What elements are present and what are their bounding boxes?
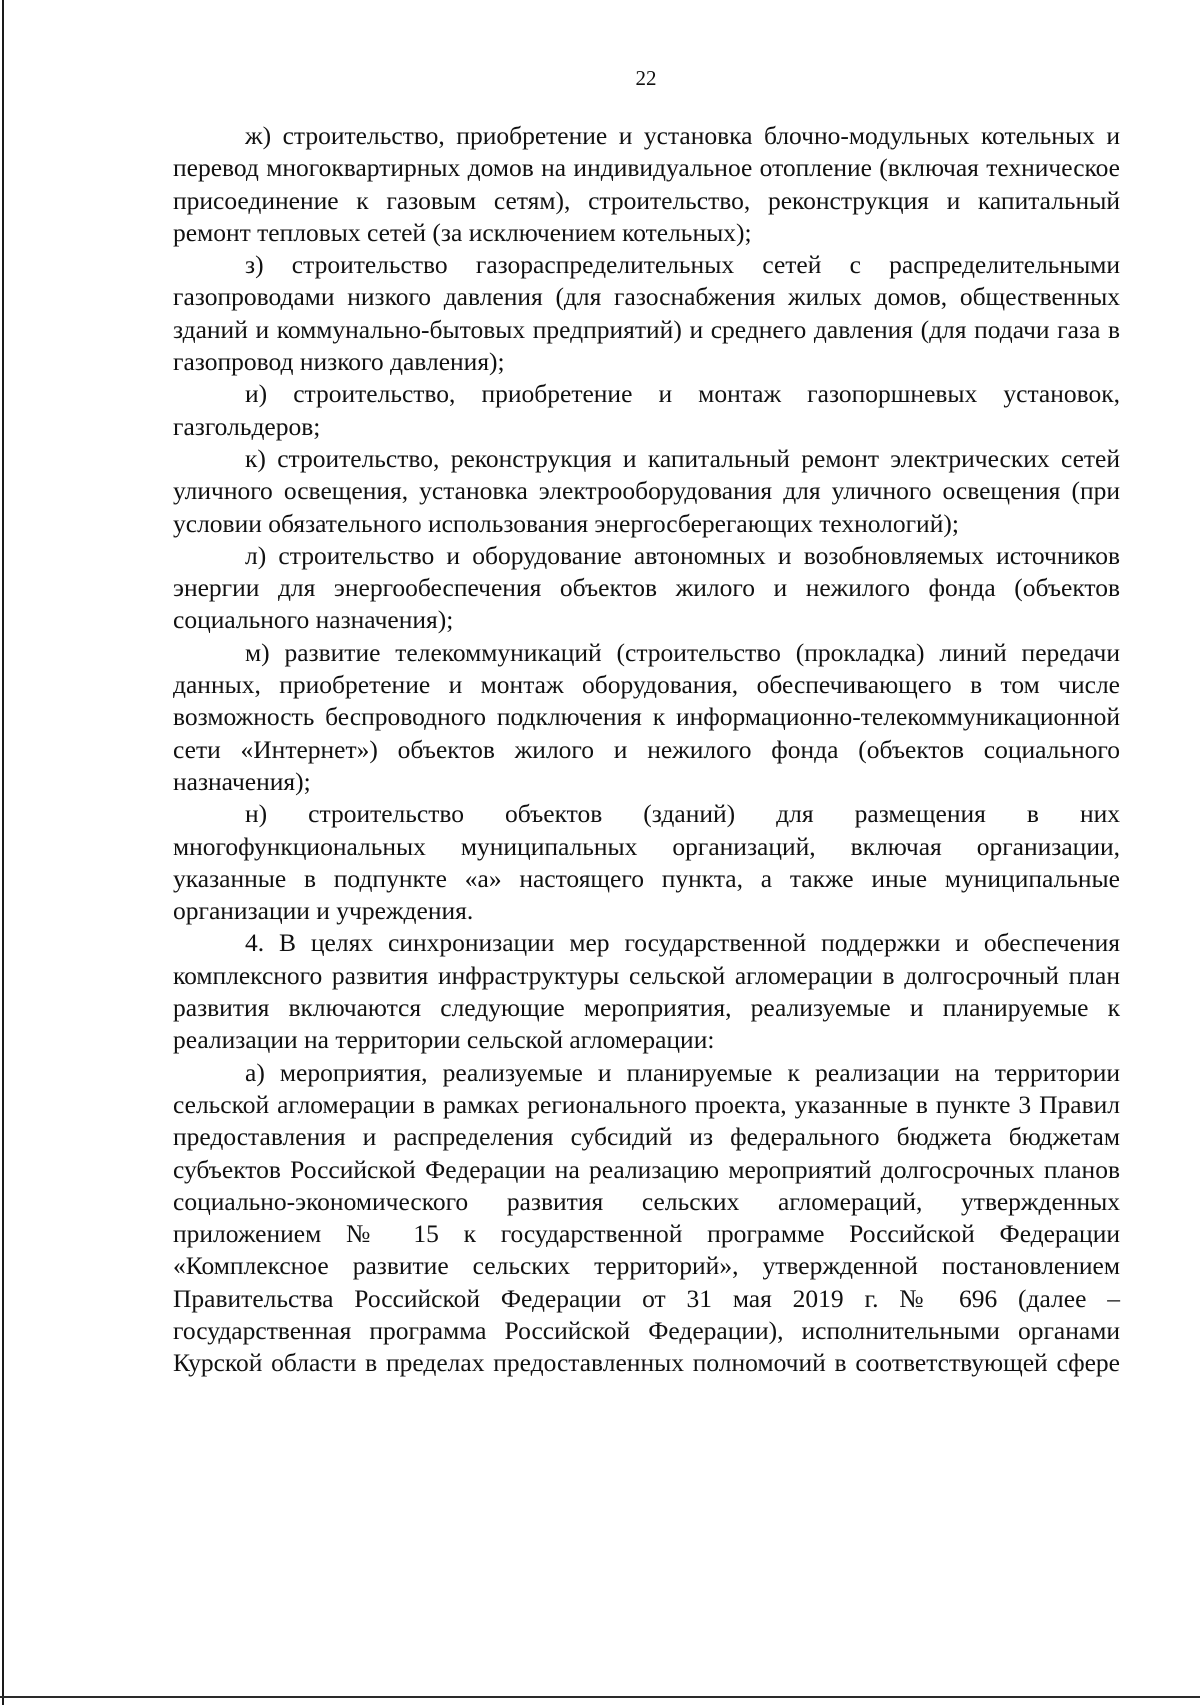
paragraph-n: н) строительство объектов (зданий) для размещения в них многофункциональных муниципальных организаций, включая организации, указанные в подпункте «а» настоящего пункта, а также иные муниципальные организации и учреждения. xyxy=(173,799,1120,926)
paragraph-zh: ж) строительство, приобретение и установка блочно-модульных котельных и перевод многоквартирных домов на индивидуальное отопление (включая техническое присоединение к газовым сетям), строительство, реконструкция и капитальный ремонт тепловых сетей (за исключением котельных); xyxy=(173,121,1120,247)
page-number: 22 xyxy=(635,66,657,90)
paragraph-a: а) мероприятия, реализуемые и планируемые к реализации на территории сельской агломерации в рамках регионального проекта, указанные в пункте 3 Правил предоставления и распределения субсидий из федерального бюджета бюджетам субъектов Российской Федерации на реализацию мероприятий долгосрочных планов социально-экономического развития сельских агломераций, утвержденных приложением № 15 к государственной программе Российской Федерации «Комплексное развитие сельских территорий», утвержденной постановлением Правительства Российской Федерации от 31 мая 2019 г. № 696 (далее – государственная программа Российской Федерации), исполнительными органами Курской области в пределах предоставленных полномочий в соответствующей сфере xyxy=(173,1057,1120,1378)
document-body xyxy=(173,120,1120,1380)
paragraph-z: з) строительство газораспределительных сетей с распределительными газопроводами низкого давления (для газоснабжения жилых домов, общественных зданий и коммунально-бытовых предприятий) и среднего давления (для подачи газа в газопровод низкого давления); xyxy=(173,250,1120,377)
paragraph-l: л) строительство и оборудование автономных и возобновляемых источников энергии для энергообеспечения объектов жилого и нежилого фонда (объектов социального назначения); xyxy=(173,540,1120,635)
paragraph-m: м) развитие телекоммуникаций (строительство (прокладка) линий передачи данных, приобретение и монтаж оборудования, обеспечивающего в том числе возможность беспроводного подключения к информационно-телекоммуникационной сети «Интернет») объектов жилого и нежилого фонда (объектов социального назначения); xyxy=(173,637,1120,796)
paragraph-k: к) строительство, реконструкция и капитальный ремонт электрических сетей уличного освещения, установка электрооборудования для уличного освещения (при условии обязательного использования энергосберегающих технологий); xyxy=(173,443,1120,538)
scan-edge-bottom xyxy=(0,1696,1200,1698)
paragraph-item-4: 4. В целях синхронизации мер государственной поддержки и обеспечения комплексного развития инфраструктуры сельской агломерации в долгосрочный план развития включаются следующие мероприятия, реализуемые и планируемые к реализации на территории сельской агломерации: xyxy=(173,928,1120,1055)
scan-edge-left xyxy=(2,0,4,1705)
paragraph-i: и) строительство, приобретение и монтаж газопоршневых установок, газгольдеров; xyxy=(173,379,1120,441)
